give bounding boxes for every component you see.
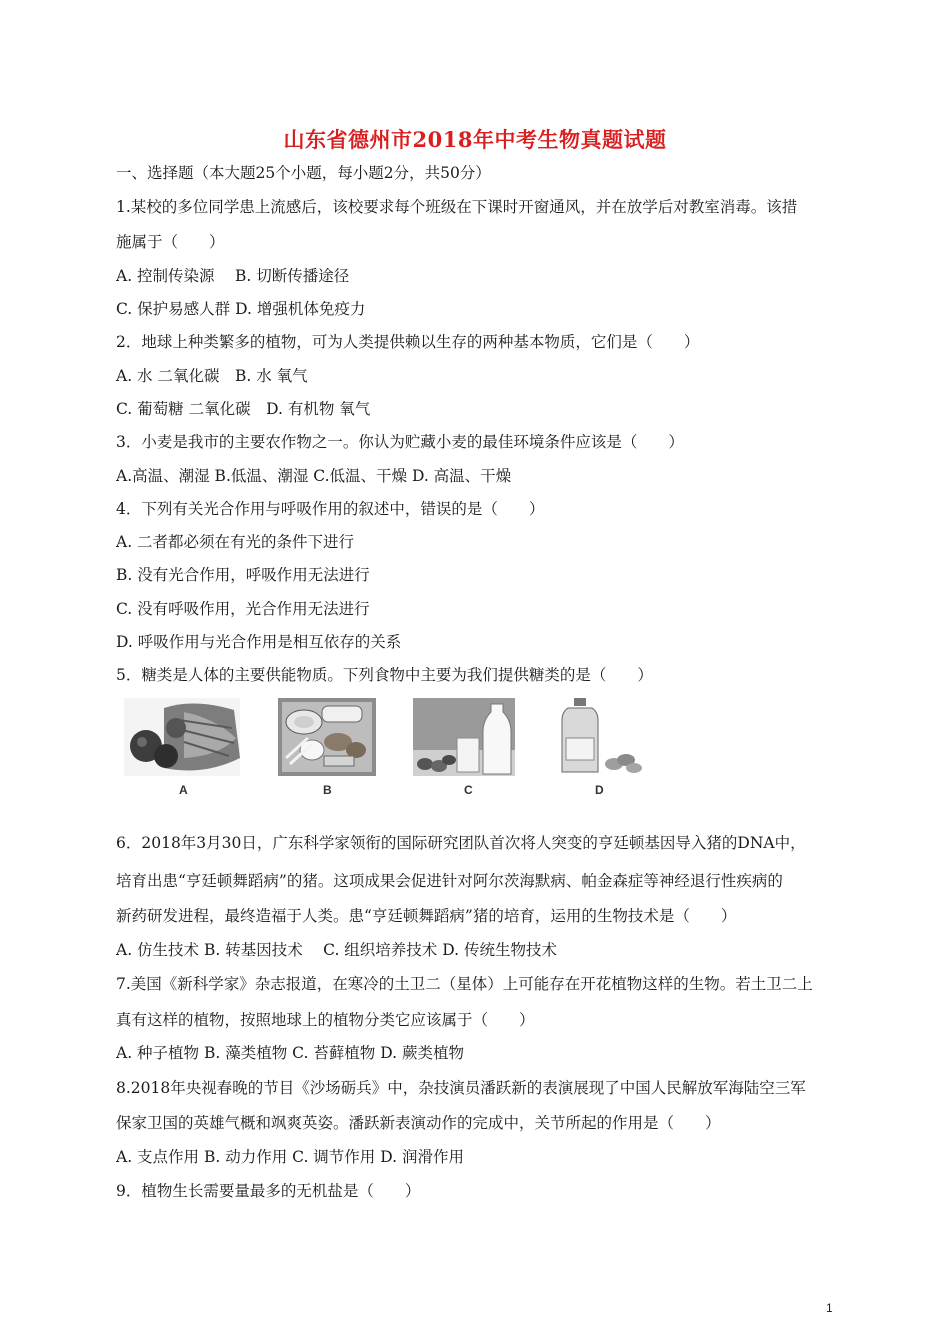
question-7-options: A. 种子植物 B. 藻类植物 C. 苔藓植物 D. 蕨类植物 [116, 1044, 464, 1062]
question-7-text-cont: 真有这样的植物，按照地球上的植物分类它应该属于（ ） [116, 1011, 535, 1029]
question-7-text: 7.美国《新科学家》杂志报道，在寒冷的土卫二（星体）上可能存在开花植物这样的生物。若土卫二上 [116, 975, 813, 993]
image-a-vegetables [124, 698, 240, 776]
image-caption-a: A [179, 783, 188, 797]
question-1-text-cont: 施属于（ ） [116, 233, 225, 251]
question-6-text-cont-2: 新药研发进程，最终造福于人类。患“亨廷顿舞蹈病”猪的培育，运用的生物技术是（ ） [116, 907, 737, 925]
question-6-text: 6．2018年3月30日，广东科学家领衔的国际研究团队首次将人突变的亨廷顿基因导入猪的DNA中， [116, 834, 806, 852]
image-caption-d: D [595, 783, 604, 797]
question-8-options: A. 支点作用 B. 动力作用 C. 调节作用 D. 润滑作用 [116, 1148, 464, 1166]
question-4-option-a: A. 二者都必须在有光的条件下进行 [116, 533, 355, 551]
question-2-options-cd: C. 葡萄糖 二氧化碳 D. 有机物 氧气 [116, 400, 371, 418]
image-d-oil-peanuts [558, 698, 650, 776]
question-4-option-b: B. 没有光合作用，呼吸作用无法进行 [116, 566, 370, 584]
question-5-images [116, 698, 656, 803]
question-5-text: 5．糖类是人体的主要供能物质。下列食物中主要为我们提供糖类的是（ ） [116, 666, 653, 684]
question-2-text: 2．地球上种类繁多的植物，可为人类提供赖以生存的两种基本物质，它们是（ ） [116, 333, 700, 351]
question-4-option-c: C. 没有呼吸作用，光合作用无法进行 [116, 600, 370, 618]
section-heading: 一、选择题（本大题25个小题，每小题2分，共50分） [116, 164, 491, 182]
question-8-text-cont: 保家卫国的英雄气概和飒爽英姿。潘跃新表演动作的完成中，关节所起的作用是（ ） [116, 1114, 721, 1132]
page-title: 山东省德州市2018年中考生物真题试题 [283, 127, 667, 152]
question-4-option-d: D. 呼吸作用与光合作用是相互依存的关系 [116, 633, 402, 651]
question-6-options: A. 仿生技术 B. 转基因技术 C. 组织培养技术 D. 传统生物技术 [116, 941, 557, 959]
image-caption-b: B [323, 783, 332, 797]
image-b-staple-foods [278, 698, 376, 776]
question-1-options-cd: C. 保护易感人群 D. 增强机体免疫力 [116, 300, 366, 318]
question-3-options: A.高温、潮湿 B.低温、潮湿 C.低温、干燥 D. 高温、干燥 [116, 467, 512, 485]
question-2-options-ab: A. 水 二氧化碳 B. 水 氧气 [116, 367, 308, 385]
question-8-text: 8.2018年央视春晚的节目《沙场砺兵》中，杂技演员潘跃新的表演展现了中国人民解放军海陆空三军 [116, 1079, 806, 1097]
question-3-text: 3．小麦是我市的主要农作物之一。你认为贮藏小麦的最佳环境条件应该是（ ） [116, 433, 684, 451]
question-1-options-ab: A. 控制传染源 B. 切断传播途径 [116, 267, 350, 285]
page-number: 1 [826, 1301, 833, 1315]
image-c-milk-eggs [413, 698, 515, 776]
question-1-text: 1.某校的多位同学患上流感后，该校要求每个班级在下课时开窗通风，并在放学后对教室消毒。该措 [116, 198, 798, 216]
question-6-text-cont-1: 培育出患“亨廷顿舞蹈病”的猪。这项成果会促进针对阿尔茨海默病、帕金森症等神经退行性疾病的 [116, 872, 783, 890]
question-4-text: 4．下列有关光合作用与呼吸作用的叙述中，错误的是（ ） [116, 500, 545, 518]
image-caption-c: C [464, 783, 473, 797]
question-9-text: 9．植物生长需要量最多的无机盐是（ ） [116, 1182, 421, 1200]
